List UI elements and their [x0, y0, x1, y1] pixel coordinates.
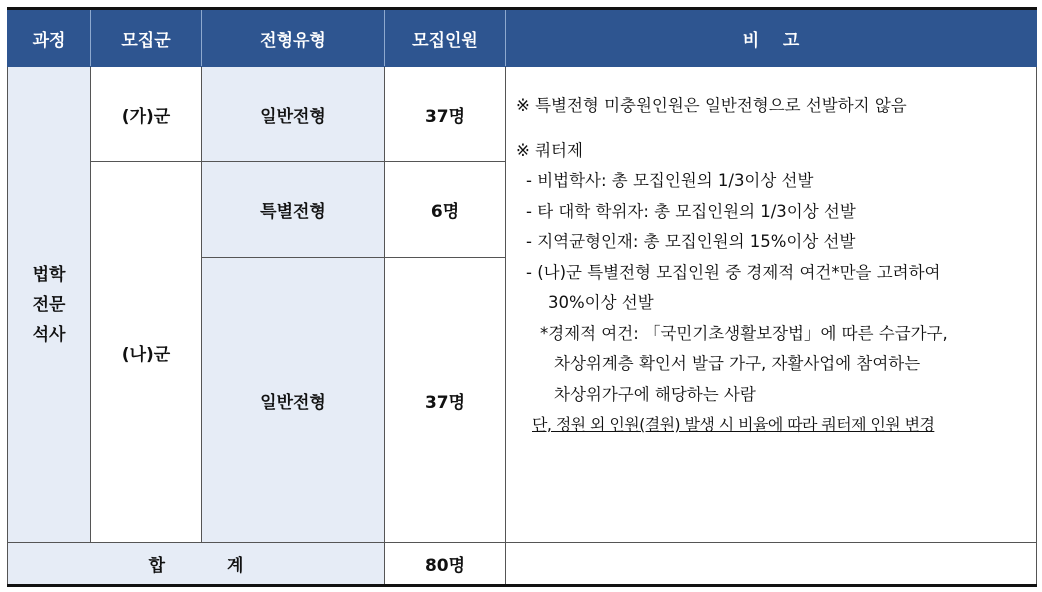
note-unfilled: ※ 특별전형 미충원인원은 일반전형으로 선발하지 않음	[516, 96, 907, 115]
note-vacancy: 단, 정원 외 인원(결원) 발생 시 비율에 따라 쿼터제 인원 변경	[532, 415, 935, 434]
total-row	[8, 543, 1037, 586]
program-cell	[8, 67, 91, 543]
total-count: 80명	[385, 543, 506, 586]
total-label: 합 계	[148, 556, 272, 576]
note-quota-economic: - (나)군 특별전형 모집인원 중 경제적 여건*만을 고려하여	[526, 262, 941, 282]
notes-content	[506, 67, 1036, 441]
note-quota-non-law: - 비법학사: 총 모집인원의 1/3이상 선발	[526, 171, 814, 190]
group-ga: (가)군	[91, 67, 202, 162]
header-type: 전형유형	[202, 9, 385, 67]
note-economic-def-2: 차상위계층 확인서 발급 가구, 자활사업에 참여하는	[554, 354, 921, 373]
header-notes	[506, 9, 1037, 67]
header-notes-label: 비 고	[742, 30, 800, 51]
program-label: 법학 전문 석사	[32, 264, 66, 345]
count-special-na: 6명	[385, 162, 506, 258]
note-quota-regional: - 지역균형인재: 총 모집인원의 15%이상 선발	[526, 232, 856, 251]
header-row	[8, 9, 1037, 67]
type-special-na: 특별전형	[202, 162, 385, 258]
header-count: 모집인원	[385, 9, 506, 67]
note-quota-title: ※ 쿼터제	[516, 140, 583, 160]
note-economic-def: *경제적 여건: 「국민기초생활보장법」에 따른 수급가구,	[540, 323, 948, 343]
count-general-ga: 37명	[385, 67, 506, 162]
total-label-cell	[8, 543, 385, 586]
note-economic-def-3: 차상위가구에 해당하는 사람	[554, 384, 756, 404]
type-general-ga: 일반전형	[202, 67, 385, 162]
header-course: 과정	[8, 9, 91, 67]
admissions-table	[7, 7, 1037, 587]
notes-cell	[506, 67, 1037, 543]
type-general-na: 일반전형	[202, 258, 385, 543]
note-quota-other-univ: - 타 대학 학위자: 총 모집인원의 1/3이상 선발	[526, 201, 856, 221]
header-group: 모집군	[91, 9, 202, 67]
count-general-na: 37명	[385, 258, 506, 543]
note-quota-economic-cont: 30%이상 선발	[548, 293, 654, 312]
table-row	[8, 67, 1037, 162]
group-na: (나)군	[91, 162, 202, 543]
total-notes-empty	[506, 543, 1037, 586]
